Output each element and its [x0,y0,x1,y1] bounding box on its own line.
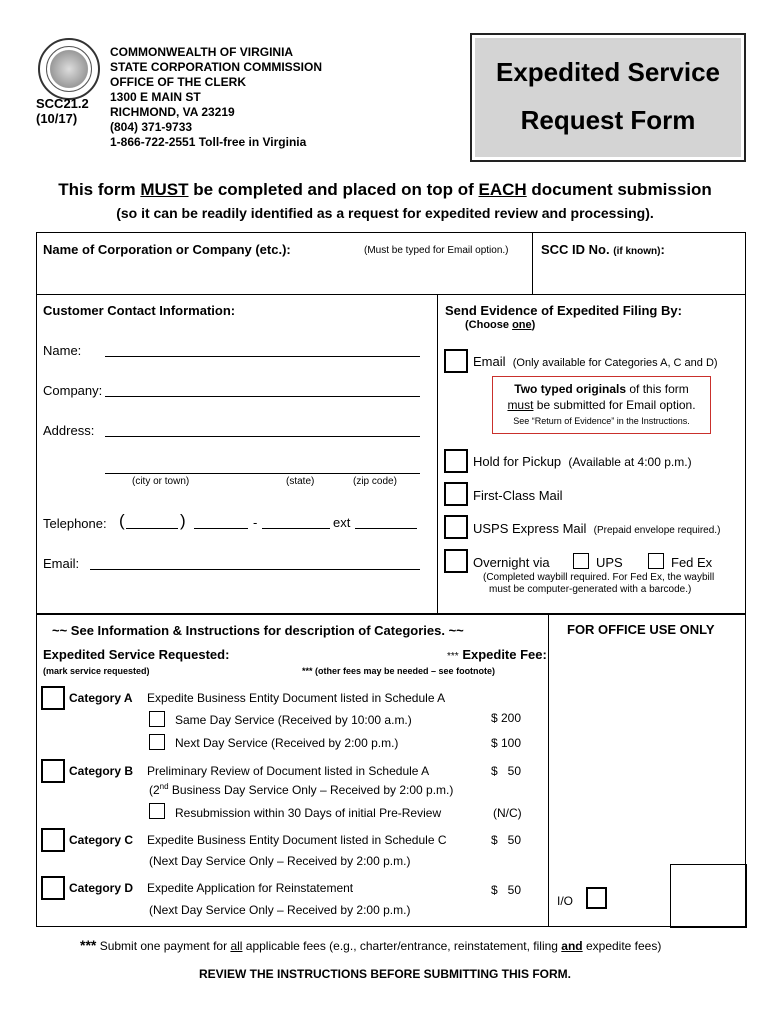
same-day-label: Same Day Service (Received by 10:00 a.m.) [175,713,412,727]
mark-service-note: (mark service requested) [43,666,150,676]
form-title-box [470,33,746,162]
form-id: SCC21.2 [36,96,89,111]
form-title-line1: Expedited Service [496,57,720,87]
phone-prefix-field[interactable] [194,528,248,529]
resubmission-label: Resubmission within 30 Days of initial Pre-Review [175,806,442,820]
category-c-checkbox[interactable] [41,828,65,852]
payment-footnote: *** Submit one payment for all applicable fees (e.g., charter/entrance, reinstatement, filing and expedite fees) [80,937,662,953]
category-d-description: Expedite Application for Reinstatement [147,881,354,895]
overnight-note-line1: (Completed waybill required. For Fed Ex, the waybill [483,572,715,583]
telephone-label: Telephone: [43,516,107,531]
review-instructions-note: REVIEW THE INSTRUCTIONS BEFORE SUBMITTING THIS FORM. [199,967,571,981]
io-checkbox[interactable] [586,887,607,909]
fedex-label: Fed Ex [671,555,713,570]
corporation-name-note: (Must be typed for Email option.) [364,245,509,256]
choose-one-note: (Choose one) [465,319,536,331]
name-field[interactable] [105,356,420,357]
email-note-line3: See “Return of Evidence” in the Instructions. [513,416,690,426]
category-info-heading: ~~ See Information & Instructions for description of Categories. ~~ [52,623,464,638]
corporation-name-label: Name of Corporation or Company (etc.): [43,242,291,257]
overnight-label: Overnight via [473,555,550,570]
category-b-line2: (2nd Business Day Service Only – Received by 2:00 p.m.) [149,782,454,797]
category-c-line2: (Next Day Service Only – Received by 2:00 p.m.) [149,854,411,868]
email-field[interactable] [90,569,420,570]
city-caption: (city or town) [132,476,190,487]
form-title-line2: Request Form [520,105,696,135]
zip-caption: (zip code) [353,476,397,487]
category-d-checkbox[interactable] [41,876,65,900]
category-b-description: Preliminary Review of Document listed in Schedule A [147,764,430,778]
email-note-line1: Two typed originals of this form [514,382,689,396]
company-field[interactable] [105,396,420,397]
category-a-checkbox[interactable] [41,686,65,710]
category-a-description: Expedite Business Entity Document listed in Schedule A [147,691,446,705]
phone-line-field[interactable] [262,528,330,529]
same-day-fee: $ 200 [491,711,522,725]
virginia-seal-logo [38,38,100,100]
area-code-field[interactable] [126,528,178,529]
contact-info-heading: Customer Contact Information: [43,303,236,318]
expedite-fee-heading: *** Expedite Fee: [447,647,547,662]
overnight-checkbox[interactable] [444,549,468,573]
intro-line2: (so it can be readily identified as a request for expedited review and processing). [116,205,654,221]
ext-label: ext [333,515,351,530]
resubmission-checkbox[interactable] [149,803,165,819]
other-fees-note: *** (other fees may be needed – see footnote) [302,666,496,676]
category-b-fee: $ 50 [491,764,522,778]
overnight-note-line2: must be computer-generated with a barcode.) [489,584,692,595]
next-day-fee: $ 100 [491,736,522,750]
state-caption: (state) [286,476,315,487]
category-c-description: Expedite Business Entity Document listed in Schedule C [147,833,447,847]
tel-open-paren: ( [119,511,125,530]
category-c-label: Category C [69,833,134,847]
next-day-checkbox[interactable] [149,734,165,750]
category-b-checkbox[interactable] [41,759,65,783]
intro-line1: This form MUST be completed and placed on top of EACH document submission [58,180,712,199]
tel-close-paren: ) [180,511,186,530]
email-evidence-checkbox[interactable] [444,349,468,373]
io-label: I/O [557,894,574,908]
service-requested-heading: Expedited Service Requested: [43,647,230,662]
email-label: Email: [43,556,80,571]
category-d-fee: $ 50 [491,883,522,897]
next-day-label: Next Day Service (Received by 2:00 p.m.) [175,736,399,750]
evidence-heading: Send Evidence of Expedited Filing By: [445,303,682,318]
category-a-label: Category A [69,691,133,705]
first-class-mail-label: First-Class Mail [473,488,563,503]
first-class-mail-checkbox[interactable] [444,482,468,506]
category-d-line2: (Next Day Service Only – Received by 2:00 p.m.) [149,903,411,917]
email-evidence-label: Email (Only available for Categories A, C and D) [473,354,718,369]
company-label: Company: [43,383,103,398]
corporation-name-field[interactable] [43,260,523,290]
usps-express-label: USPS Express Mail (Prepaid envelope required.) [473,521,721,536]
hold-for-pickup-checkbox[interactable] [444,449,468,473]
ext-field[interactable] [355,528,417,529]
fedex-checkbox[interactable] [648,553,664,569]
category-c-fee: $ 50 [491,833,522,847]
resubmission-fee: (N/C) [493,806,522,820]
category-d-label: Category D [69,881,134,895]
category-b-label: Category B [69,764,134,778]
hold-for-pickup-label: Hold for Pickup (Available at 4:00 p.m.) [473,454,692,469]
scc-id-field[interactable] [541,260,736,290]
address-label: Address: [43,423,95,438]
ups-checkbox[interactable] [573,553,589,569]
phone-dash: - [253,515,258,530]
office-use-box [670,864,747,928]
scc-id-label: SCC ID No. (if known): [541,242,665,257]
address-field[interactable] [105,436,420,437]
ups-label: UPS [596,555,623,570]
form-revision: (10/17) [36,111,78,126]
name-label: Name: [43,343,82,358]
same-day-checkbox[interactable] [149,711,165,727]
office-use-heading: FOR OFFICE USE ONLY [567,622,715,637]
email-note-line2: must be submitted for Email option. [507,398,696,412]
usps-express-checkbox[interactable] [444,515,468,539]
agency-address-block: COMMONWEALTH OF VIRGINIA STATE CORPORATION COMMISSION OFFICE OF THE CLERK 1300 E MAIN ST RICHMOND, VA 23219 (804) 371-9733 1-866-722-2551 Toll-free in Virginia [110,45,322,149]
address-line2-field[interactable] [105,473,420,474]
